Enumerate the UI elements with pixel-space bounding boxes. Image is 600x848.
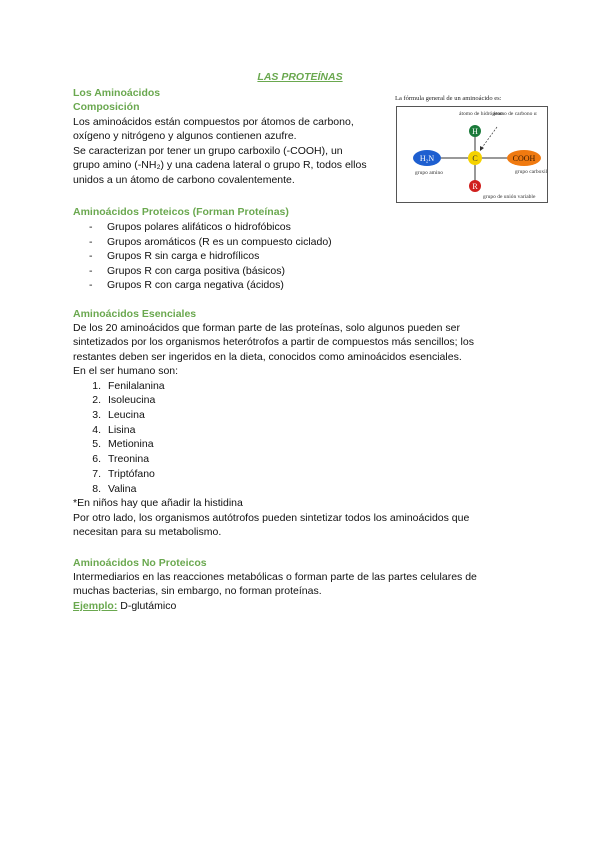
esenciales-intro	[73, 321, 533, 379]
list-item	[73, 452, 533, 467]
text-line: necesitan para su metabolismo.	[73, 526, 222, 539]
r-group-annotation: grupo de unión variable	[483, 194, 536, 200]
page-title: LAS PROTEÍNAS	[257, 71, 343, 83]
arrow-head	[480, 146, 484, 151]
text-line: Los aminoácidos están compuestos por átomos de carbono,	[73, 116, 354, 128]
hydrogen-annotation: átomo de hidrógeno	[459, 111, 503, 117]
item-text: Fenilalanina	[108, 379, 165, 392]
carbon-label: C	[472, 154, 478, 163]
item-number: 1.	[92, 379, 101, 392]
list-item: - Grupos R sin carga e hidrofílicos	[73, 249, 533, 264]
carboxyl-group-label: COOH	[512, 154, 536, 163]
hydrogen-label: H	[472, 127, 478, 136]
figure-caption: La fórmula general de un aminoácido es:	[395, 95, 502, 102]
section-subheading: Composición	[73, 101, 140, 113]
section-composicion	[73, 86, 383, 187]
item-text: Metionina	[108, 438, 154, 451]
example-value: D-glutámico	[117, 599, 177, 612]
list-item	[73, 482, 533, 497]
item-text: Leucina	[108, 409, 145, 422]
item-number: 6.	[92, 453, 101, 466]
composicion-text	[73, 115, 383, 187]
text-line: En el ser humano son:	[73, 365, 179, 378]
esenciales-outro	[73, 511, 533, 540]
section-heading: Aminoácidos Esenciales	[73, 308, 197, 320]
list-item	[73, 408, 533, 423]
list-item	[73, 467, 533, 482]
list-item: - Grupos polares alifáticos o hidrofóbicos	[73, 220, 533, 235]
item-number: 7.	[92, 467, 101, 480]
figure-frame	[396, 106, 548, 203]
item-text: Triptófano	[108, 467, 155, 480]
text-line: Se caracterizan por tener un grupo carboxilo (-COOH), un	[73, 144, 343, 157]
text-line: sintetizados por los organismos heterótrofos a partir de compuestos más sencillos; los	[73, 336, 474, 349]
amino-group-label: H₂N	[419, 154, 435, 163]
item-text: Isoleucina	[108, 394, 156, 407]
text-line: oxígeno y nitrógeno y algunos contienen azufre.	[73, 130, 297, 143]
text-line: De los 20 aminoácidos que forman parte de las proteínas, solo algunos pueden ser	[73, 322, 460, 334]
item-text: Lisina	[108, 423, 136, 436]
text-line: grupo amino (-NH₂) y una cadena lateral o grupo R, todos ellos	[73, 159, 367, 172]
list-item	[73, 379, 533, 394]
section-heading: Aminoácidos Proteicos (Forman Proteínas)	[73, 206, 289, 218]
example-line	[73, 599, 533, 613]
list-item	[73, 437, 533, 452]
list-item: - Grupos R con carga negativa (ácidos)	[73, 278, 533, 293]
section-heading: Los Aminoácidos	[73, 87, 161, 99]
carbon-arrow	[481, 127, 497, 149]
section-esenciales	[73, 307, 533, 539]
section-heading: Aminoácidos No Proteicos	[73, 557, 207, 569]
carboxyl-annotation: grupo carboxilo	[515, 169, 547, 175]
esenciales-list	[73, 379, 533, 497]
no-proteicos-text	[73, 570, 533, 599]
item-number: 2.	[92, 394, 101, 407]
list-item: - Grupos aromáticos (R es un compuesto ciclado)	[73, 235, 533, 250]
item-text: Treonina	[108, 453, 150, 466]
text-line: Intermediarios en las reacciones metabólicas o forman parte de las partes celulares de	[73, 571, 477, 583]
proteicos-list	[73, 220, 533, 293]
histidina-note: *En niños hay que añadir la histidina	[73, 497, 243, 510]
amino-annotation: grupo amino	[415, 170, 443, 176]
r-group-label: R	[472, 182, 478, 191]
item-text: Valina	[108, 482, 137, 495]
list-item	[73, 423, 533, 438]
item-number: 5.	[92, 438, 101, 451]
amino-acid-formula-figure	[393, 95, 549, 207]
item-number: 8.	[92, 482, 101, 495]
text-line: restantes deben ser ingeridos en la dieta, conocidos como aminoácidos esenciales.	[73, 350, 462, 363]
text-line: muchas bacterias, sin embargo, no forman proteínas.	[73, 585, 322, 598]
item-number: 3.	[92, 409, 101, 422]
section-no-proteicos	[73, 556, 533, 613]
item-number: 4.	[92, 423, 101, 436]
example-label: Ejemplo:	[73, 599, 118, 612]
text-line: Por otro lado, los organismos autótrofos pueden sintetizar todos los aminoácidos que	[73, 511, 470, 524]
text-line: unidos a un átomo de carbono covalentemente.	[73, 173, 295, 186]
list-item: - Grupos R con carga positiva (básicos)	[73, 264, 533, 279]
carbon-annotation: átomo de carbono α	[493, 111, 537, 117]
section-proteicos	[73, 205, 533, 293]
formula-diagram	[397, 107, 547, 202]
list-item	[73, 393, 533, 408]
